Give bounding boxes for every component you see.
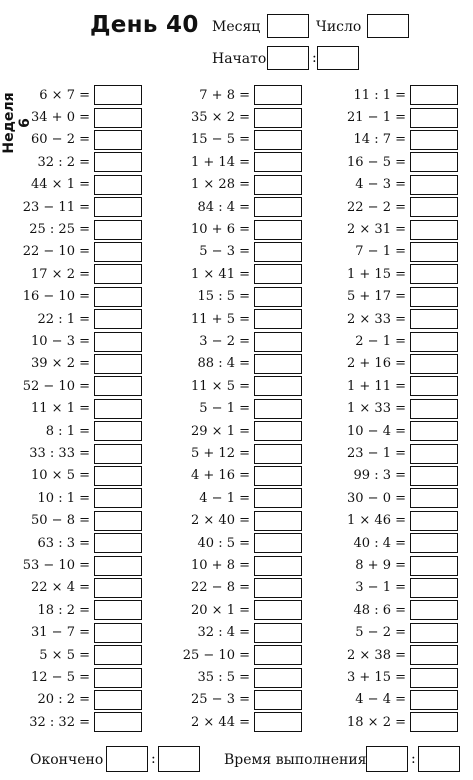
- problem-expression: 18 : 2 =: [37, 602, 90, 618]
- problem-row: [336, 398, 458, 420]
- problem-expression: 18 × 2 =: [347, 714, 406, 730]
- problem-row: [180, 174, 302, 196]
- problem-expression: 10 + 6 =: [191, 222, 250, 238]
- problem-row: [180, 241, 302, 263]
- problem-row: [20, 196, 142, 218]
- problem-expression: 34 + 0 =: [31, 110, 90, 126]
- problem-expression: 11 × 1 =: [31, 401, 90, 417]
- answer-box[interactable]: [94, 130, 142, 150]
- problem-row: [336, 532, 458, 554]
- problem-expression: 11 + 5 =: [191, 311, 250, 327]
- problem-row: [336, 241, 458, 263]
- answer-box[interactable]: [254, 197, 302, 217]
- started-hours-field[interactable]: [267, 46, 309, 70]
- answer-box[interactable]: [94, 85, 142, 105]
- problem-expression: 1 × 46 =: [347, 513, 406, 529]
- problem-row: [180, 375, 302, 397]
- problem-expression: 25 − 3 =: [191, 692, 250, 708]
- problem-row: [20, 510, 142, 532]
- problem-row: [20, 487, 142, 509]
- started-minutes-field[interactable]: [317, 46, 359, 70]
- problem-expression: 44 × 1 =: [31, 177, 90, 193]
- problem-expression: 4 − 1 =: [199, 490, 250, 506]
- answer-box[interactable]: [94, 466, 142, 486]
- started-label: Начато: [212, 51, 267, 67]
- answer-box[interactable]: [410, 511, 458, 531]
- answer-box[interactable]: [254, 466, 302, 486]
- problem-expression: 5 − 2 =: [355, 625, 406, 641]
- answer-box[interactable]: [254, 399, 302, 419]
- answer-box[interactable]: [94, 242, 142, 262]
- problem-expression: 10 × 5 =: [31, 468, 90, 484]
- problem-expression: 1 + 11 =: [347, 378, 406, 394]
- problem-row: [336, 689, 458, 711]
- problem-row: [336, 129, 458, 151]
- problem-expression: 2 × 44 =: [191, 714, 250, 730]
- problem-expression: 23 − 11 =: [22, 199, 90, 215]
- problem-row: [336, 263, 458, 285]
- answer-box[interactable]: [254, 309, 302, 329]
- answer-box[interactable]: [410, 85, 458, 105]
- problem-expression: 16 − 5 =: [347, 154, 406, 170]
- problem-expression: 10 : 1 =: [37, 490, 90, 506]
- answer-box[interactable]: [410, 466, 458, 486]
- answer-box[interactable]: [254, 85, 302, 105]
- problem-expression: 25 : 25 =: [29, 222, 90, 238]
- problem-row: [20, 689, 142, 711]
- answer-box[interactable]: [410, 309, 458, 329]
- duration-minutes-field[interactable]: [418, 746, 460, 772]
- problem-expression: 20 : 2 =: [37, 692, 90, 708]
- answer-box[interactable]: [254, 488, 302, 508]
- problem-expression: 99 : 3 =: [353, 468, 406, 484]
- problem-row: [180, 487, 302, 509]
- problem-expression: 53 − 10 =: [22, 558, 90, 574]
- problem-expression: 63 : 3 =: [37, 535, 90, 551]
- problem-row: [20, 241, 142, 263]
- answer-box[interactable]: [94, 108, 142, 128]
- problem-expression: 21 − 1 =: [347, 110, 406, 126]
- answer-box[interactable]: [254, 287, 302, 307]
- problem-row: [180, 465, 302, 487]
- problem-expression: 2 × 38 =: [347, 647, 406, 663]
- problem-expression: 10 − 4 =: [347, 423, 406, 439]
- problem-row: [336, 174, 458, 196]
- problem-expression: 3 − 2 =: [199, 334, 250, 350]
- problem-expression: 11 × 5 =: [191, 378, 250, 394]
- problem-row: [180, 420, 302, 442]
- answer-box[interactable]: [410, 332, 458, 352]
- problem-expression: 22 − 10 =: [22, 244, 90, 260]
- answer-box[interactable]: [254, 175, 302, 195]
- problem-row: [20, 330, 142, 352]
- answer-box[interactable]: [410, 556, 458, 576]
- problem-row: [180, 84, 302, 106]
- page-title: День 40: [90, 12, 199, 38]
- answer-box[interactable]: [94, 690, 142, 710]
- problem-expression: 22 × 4 =: [31, 580, 90, 596]
- problem-expression: 7 + 8 =: [199, 87, 250, 103]
- answer-box[interactable]: [254, 690, 302, 710]
- answer-box[interactable]: [254, 600, 302, 620]
- answer-box[interactable]: [94, 354, 142, 374]
- problem-row: [180, 532, 302, 554]
- problem-expression: 1 × 33 =: [347, 401, 406, 417]
- finished-label: Окончено: [30, 752, 104, 768]
- answer-box[interactable]: [94, 175, 142, 195]
- problem-row: [20, 218, 142, 240]
- answer-box[interactable]: [254, 645, 302, 665]
- problem-expression: 31 − 7 =: [31, 625, 90, 641]
- finished-minutes-field[interactable]: [158, 746, 200, 772]
- answer-box[interactable]: [94, 712, 142, 732]
- problem-row: [180, 599, 302, 621]
- problem-expression: 2 − 1 =: [355, 334, 406, 350]
- problem-expression: 22 − 8 =: [191, 580, 250, 596]
- problem-expression: 2 × 40 =: [191, 513, 250, 529]
- problem-row: [20, 398, 142, 420]
- problem-row: [20, 532, 142, 554]
- answer-box[interactable]: [410, 600, 458, 620]
- answer-box[interactable]: [254, 376, 302, 396]
- answer-box[interactable]: [94, 488, 142, 508]
- problem-row: [20, 84, 142, 106]
- problem-row: [20, 375, 142, 397]
- answer-box[interactable]: [254, 108, 302, 128]
- finished-hours-field[interactable]: [106, 746, 148, 772]
- problem-expression: 35 × 2 =: [191, 110, 250, 126]
- problem-row: [20, 263, 142, 285]
- answer-box[interactable]: [254, 623, 302, 643]
- problem-row: [20, 442, 142, 464]
- problem-expression: 52 − 10 =: [22, 378, 90, 394]
- problem-expression: 29 × 1 =: [191, 423, 250, 439]
- problem-expression: 10 − 3 =: [31, 334, 90, 350]
- answer-box[interactable]: [94, 600, 142, 620]
- answer-box[interactable]: [410, 175, 458, 195]
- problem-row: [336, 666, 458, 688]
- answer-box[interactable]: [94, 332, 142, 352]
- problem-row: [180, 442, 302, 464]
- problem-row: [20, 308, 142, 330]
- answer-box[interactable]: [254, 332, 302, 352]
- answer-box[interactable]: [410, 264, 458, 284]
- answer-box[interactable]: [94, 623, 142, 643]
- problem-expression: 22 : 1 =: [37, 311, 90, 327]
- problem-row: [20, 622, 142, 644]
- answer-box[interactable]: [410, 488, 458, 508]
- problem-row: [336, 711, 458, 733]
- problem-expression: 5 − 1 =: [199, 401, 250, 417]
- problem-row: [180, 151, 302, 173]
- month-field[interactable]: [267, 14, 309, 38]
- problem-expression: 10 + 8 =: [191, 558, 250, 574]
- problem-row: [180, 129, 302, 151]
- problem-expression: 11 : 1 =: [353, 87, 406, 103]
- answer-box[interactable]: [94, 668, 142, 688]
- answer-box[interactable]: [410, 578, 458, 598]
- answer-box[interactable]: [410, 354, 458, 374]
- answer-box[interactable]: [94, 152, 142, 172]
- problem-expression: 4 + 16 =: [191, 468, 250, 484]
- problem-row: [180, 308, 302, 330]
- answer-box[interactable]: [410, 287, 458, 307]
- answer-box[interactable]: [410, 421, 458, 441]
- finished-colon: :: [151, 751, 156, 767]
- answer-box[interactable]: [94, 421, 142, 441]
- problem-row: [180, 666, 302, 688]
- problem-expression: 1 × 41 =: [191, 266, 250, 282]
- problem-expression: 5 + 12 =: [191, 446, 250, 462]
- answer-box[interactable]: [94, 399, 142, 419]
- problem-expression: 2 + 16 =: [347, 356, 406, 372]
- problem-row: [336, 599, 458, 621]
- answer-box[interactable]: [94, 264, 142, 284]
- problem-expression: 14 : 7 =: [353, 132, 406, 148]
- problem-expression: 6 × 7 =: [39, 87, 90, 103]
- answer-box[interactable]: [254, 533, 302, 553]
- answer-box[interactable]: [410, 444, 458, 464]
- answer-box[interactable]: [254, 421, 302, 441]
- problem-row: [20, 286, 142, 308]
- problem-row: [336, 577, 458, 599]
- answer-box[interactable]: [254, 511, 302, 531]
- answer-box[interactable]: [94, 376, 142, 396]
- problem-row: [20, 554, 142, 576]
- problem-row: [336, 554, 458, 576]
- problem-row: [180, 689, 302, 711]
- problem-expression: 7 − 1 =: [355, 244, 406, 260]
- day-label: Число: [316, 19, 362, 35]
- answer-box[interactable]: [410, 197, 458, 217]
- problem-row: [336, 106, 458, 128]
- answer-box[interactable]: [410, 108, 458, 128]
- answer-box[interactable]: [254, 444, 302, 464]
- problem-row: [20, 711, 142, 733]
- answer-box[interactable]: [410, 645, 458, 665]
- problem-row: [20, 599, 142, 621]
- answer-box[interactable]: [254, 220, 302, 240]
- problem-row: [20, 106, 142, 128]
- problem-expression: 48 : 6 =: [353, 602, 406, 618]
- answer-box[interactable]: [94, 287, 142, 307]
- problem-expression: 23 − 1 =: [347, 446, 406, 462]
- problem-row: [336, 622, 458, 644]
- answer-box[interactable]: [254, 712, 302, 732]
- problem-row: [336, 375, 458, 397]
- duration-label: Время выполнения: [224, 752, 367, 768]
- problem-expression: 40 : 4 =: [353, 535, 406, 551]
- duration-colon: :: [411, 751, 416, 767]
- problem-row: [336, 151, 458, 173]
- problem-row: [20, 666, 142, 688]
- problem-expression: 2 × 33 =: [347, 311, 406, 327]
- problem-expression: 4 − 3 =: [355, 177, 406, 193]
- problem-row: [180, 106, 302, 128]
- problem-row: [20, 353, 142, 375]
- problem-row: [180, 353, 302, 375]
- problem-expression: 30 − 0 =: [347, 490, 406, 506]
- problem-row: [180, 644, 302, 666]
- problem-row: [336, 353, 458, 375]
- problem-row: [336, 510, 458, 532]
- problem-expression: 4 − 4 =: [355, 692, 406, 708]
- problem-row: [20, 129, 142, 151]
- problem-expression: 88 : 4 =: [197, 356, 250, 372]
- month-label: Месяц: [212, 19, 261, 35]
- problem-row: [336, 330, 458, 352]
- answer-box[interactable]: [410, 712, 458, 732]
- problem-row: [180, 554, 302, 576]
- answer-box[interactable]: [94, 645, 142, 665]
- answer-box[interactable]: [94, 309, 142, 329]
- answer-box[interactable]: [254, 152, 302, 172]
- problem-row: [336, 196, 458, 218]
- problem-row: [20, 151, 142, 173]
- problem-expression: 84 : 4 =: [197, 199, 250, 215]
- problem-expression: 15 − 5 =: [191, 132, 250, 148]
- answer-box[interactable]: [410, 130, 458, 150]
- week-label: Неделя 6: [1, 92, 33, 154]
- problem-expression: 50 − 8 =: [31, 513, 90, 529]
- duration-hours-field[interactable]: [366, 746, 408, 772]
- answer-box[interactable]: [410, 533, 458, 553]
- problem-row: [336, 420, 458, 442]
- answer-box[interactable]: [94, 197, 142, 217]
- answer-box[interactable]: [94, 533, 142, 553]
- problem-expression: 3 − 1 =: [355, 580, 406, 596]
- answer-box[interactable]: [254, 668, 302, 688]
- answer-box[interactable]: [410, 376, 458, 396]
- problem-expression: 3 + 15 =: [347, 670, 406, 686]
- problem-row: [336, 84, 458, 106]
- problem-row: [20, 420, 142, 442]
- problem-expression: 20 × 1 =: [191, 602, 250, 618]
- answer-box[interactable]: [94, 578, 142, 598]
- problem-expression: 1 + 15 =: [347, 266, 406, 282]
- answer-box[interactable]: [94, 220, 142, 240]
- answer-box[interactable]: [254, 556, 302, 576]
- problem-expression: 5 − 3 =: [199, 244, 250, 260]
- problem-row: [336, 487, 458, 509]
- answer-box[interactable]: [254, 264, 302, 284]
- problem-expression: 32 : 32 =: [29, 714, 90, 730]
- answer-box[interactable]: [254, 578, 302, 598]
- problem-row: [180, 577, 302, 599]
- problem-expression: 39 × 2 =: [31, 356, 90, 372]
- problem-expression: 32 : 2 =: [37, 154, 90, 170]
- day-field[interactable]: [367, 14, 409, 38]
- problem-expression: 60 − 2 =: [31, 132, 90, 148]
- problem-row: [180, 510, 302, 532]
- problem-row: [336, 218, 458, 240]
- problem-expression: 32 : 4 =: [197, 625, 250, 641]
- answer-box[interactable]: [410, 690, 458, 710]
- problem-expression: 40 : 5 =: [197, 535, 250, 551]
- problem-row: [20, 465, 142, 487]
- problem-expression: 17 × 2 =: [31, 266, 90, 282]
- answer-box[interactable]: [94, 444, 142, 464]
- answer-box[interactable]: [254, 354, 302, 374]
- answer-box[interactable]: [410, 668, 458, 688]
- problem-expression: 5 + 17 =: [347, 289, 406, 305]
- problem-expression: 8 : 1 =: [45, 423, 90, 439]
- answer-box[interactable]: [410, 220, 458, 240]
- problem-row: [336, 308, 458, 330]
- answer-box[interactable]: [410, 242, 458, 262]
- problem-expression: 1 × 28 =: [191, 177, 250, 193]
- problem-row: [336, 465, 458, 487]
- problem-row: [180, 398, 302, 420]
- problem-expression: 33 : 33 =: [29, 446, 90, 462]
- problem-expression: 15 : 5 =: [197, 289, 250, 305]
- answer-box[interactable]: [410, 399, 458, 419]
- problem-expression: 35 : 5 =: [197, 670, 250, 686]
- problem-row: [180, 196, 302, 218]
- answer-box[interactable]: [254, 130, 302, 150]
- answer-box[interactable]: [254, 242, 302, 262]
- answer-box[interactable]: [410, 623, 458, 643]
- answer-box[interactable]: [94, 511, 142, 531]
- problem-expression: 16 − 10 =: [22, 289, 90, 305]
- problem-expression: 1 + 14 =: [191, 154, 250, 170]
- problem-row: [336, 442, 458, 464]
- problem-row: [180, 218, 302, 240]
- started-colon: :: [312, 50, 317, 66]
- problem-row: [336, 286, 458, 308]
- problem-row: [180, 263, 302, 285]
- problem-expression: 12 − 5 =: [31, 670, 90, 686]
- problem-row: [20, 644, 142, 666]
- answer-box[interactable]: [94, 556, 142, 576]
- problem-row: [180, 711, 302, 733]
- problem-expression: 5 × 5 =: [39, 647, 90, 663]
- problem-expression: 22 − 2 =: [347, 199, 406, 215]
- problem-row: [20, 577, 142, 599]
- problem-expression: 2 × 31 =: [347, 222, 406, 238]
- problem-row: [180, 330, 302, 352]
- problem-row: [336, 644, 458, 666]
- answer-box[interactable]: [410, 152, 458, 172]
- problem-row: [20, 174, 142, 196]
- problem-expression: 8 + 9 =: [355, 558, 406, 574]
- problem-expression: 25 − 10 =: [182, 647, 250, 663]
- problem-row: [180, 286, 302, 308]
- problem-row: [180, 622, 302, 644]
